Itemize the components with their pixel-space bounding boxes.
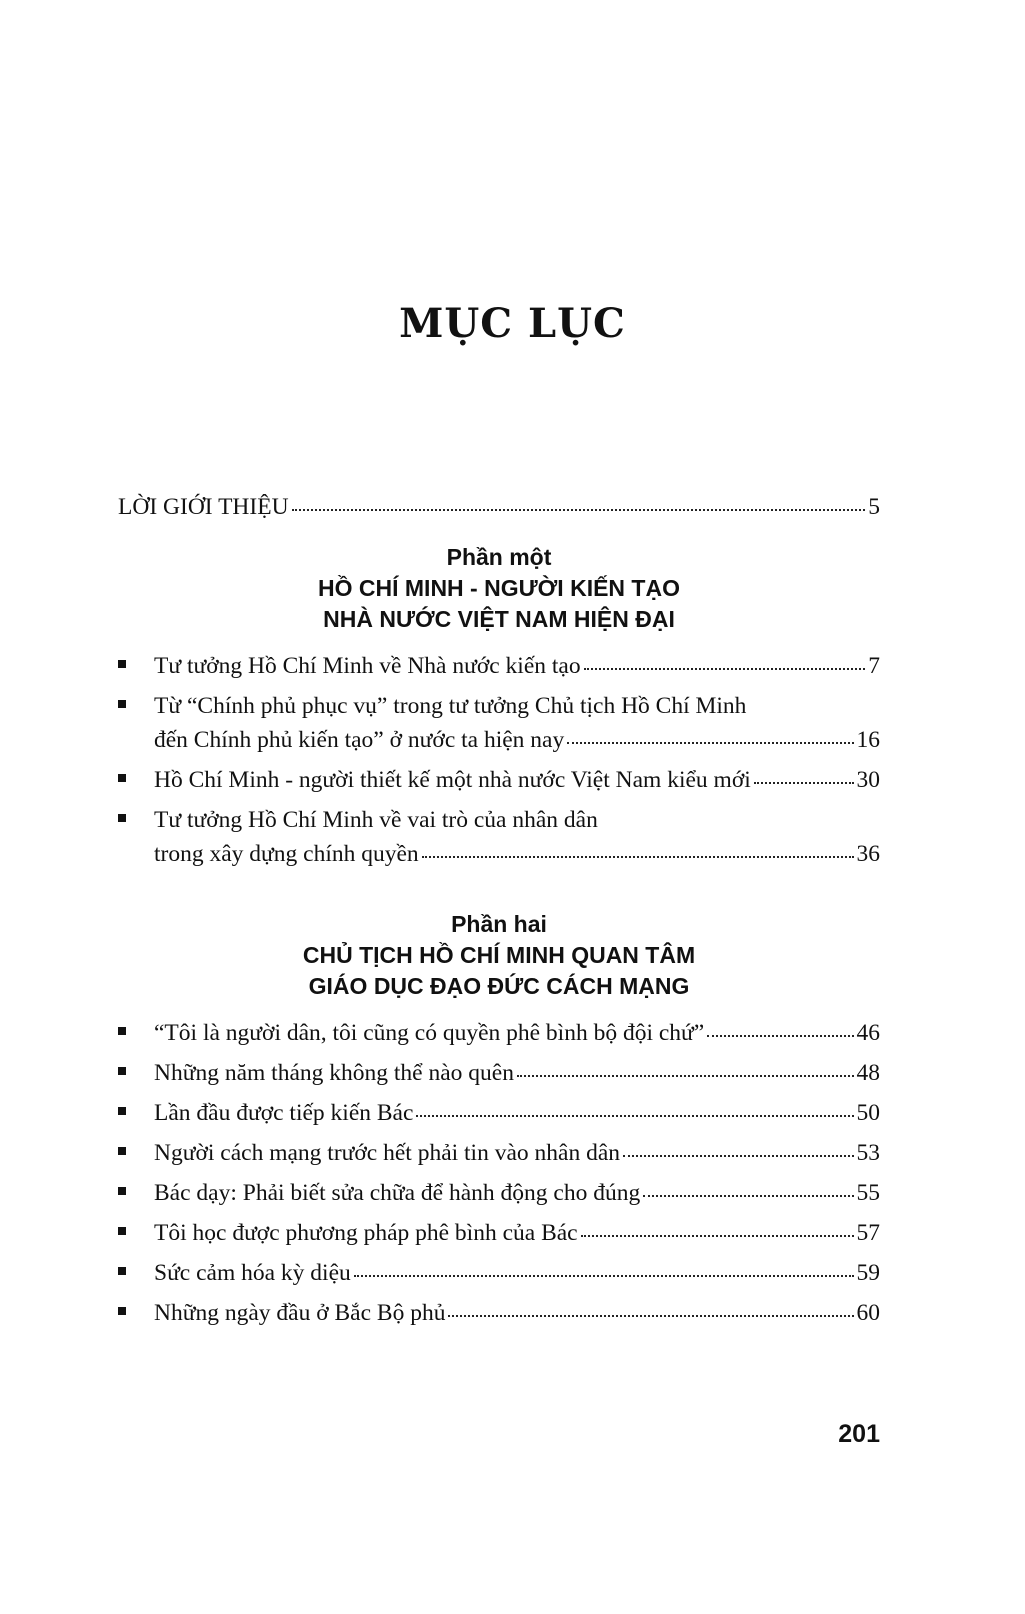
dot-leader [567, 741, 853, 744]
dot-leader [584, 667, 866, 670]
dot-leader [581, 1234, 854, 1237]
toc-entry-page: 7 [868, 653, 880, 679]
toc-entry-intro[interactable] [118, 490, 880, 524]
toc-entry[interactable] [118, 1296, 880, 1330]
toc-entry-title-line: Từ “Chính phủ phục vụ” trong tư tưởng Chủ tịch Hồ Chí Minh [154, 693, 747, 719]
toc-entry-title-line: trong xây dựng chính quyền [154, 841, 419, 867]
toc-entry-page: 16 [856, 727, 880, 753]
bullet-icon [118, 1187, 126, 1195]
toc-entry-title: Tư tưởng Hồ Chí Minh về Nhà nước kiến tạo [154, 653, 581, 679]
bullet-icon [118, 700, 126, 708]
toc-entry-page: 48 [856, 1060, 880, 1086]
toc-entry[interactable] [118, 1256, 880, 1290]
bullet-icon [118, 1227, 126, 1235]
toc-entry-title-line: Tư tưởng Hồ Chí Minh về vai trò của nhân dân [154, 807, 598, 833]
toc-entry-page: 53 [856, 1140, 880, 1166]
bullet-icon [118, 774, 126, 782]
page-number: 201 [838, 1420, 880, 1448]
dot-leader [707, 1034, 853, 1037]
toc-entry-title: Những năm tháng không thể nào quên [154, 1060, 514, 1086]
bullet-icon [118, 660, 126, 668]
part-heading-2 [118, 909, 880, 1002]
bullet-icon [118, 1147, 126, 1155]
toc-entry[interactable] [118, 649, 880, 683]
dot-leader [416, 1114, 853, 1117]
part-label: Phần một [446, 544, 552, 570]
bullet-icon [118, 1307, 126, 1315]
toc-entry[interactable] [118, 1216, 880, 1250]
toc-entry-page: 55 [856, 1180, 880, 1206]
part-title-line: GIÁO DỤC ĐẠO ĐỨC CÁCH MẠNG [308, 973, 690, 999]
toc-entry[interactable] [118, 1176, 880, 1210]
toc-entry-page: 5 [868, 494, 880, 520]
toc-entry-page: 36 [856, 841, 880, 867]
toc-entry-page: 59 [856, 1260, 880, 1286]
dot-leader [354, 1274, 854, 1277]
toc-entry-page: 30 [856, 767, 880, 793]
toc-entry-title-line: đến Chính phủ kiến tạo” ở nước ta hiện nay [154, 727, 565, 753]
toc-entry-page: 50 [856, 1100, 880, 1126]
toc-entry[interactable] [118, 763, 880, 797]
dot-leader [422, 855, 854, 858]
dot-leader [754, 781, 854, 784]
dot-leader [643, 1194, 853, 1197]
toc-entry[interactable] [118, 1136, 880, 1170]
dot-leader [448, 1314, 853, 1317]
part-title-line: NHÀ NƯỚC VIỆT NAM HIỆN ĐẠI [323, 606, 675, 632]
toc-entry-title: Những ngày đầu ở Bắc Bộ phủ [154, 1300, 446, 1326]
table-of-contents [118, 490, 880, 1336]
toc-entry-title: Hồ Chí Minh - người thiết kế một nhà nước Việt Nam kiểu mới [154, 767, 751, 793]
bullet-icon [118, 1267, 126, 1275]
toc-entry-page: 57 [856, 1220, 880, 1246]
toc-entry-title: LỜI GIỚI THIỆU [118, 494, 289, 520]
dot-leader [517, 1074, 854, 1077]
part-heading-1 [118, 542, 880, 635]
toc-entry-title: Sức cảm hóa kỳ diệu [154, 1260, 351, 1286]
dot-leader [292, 508, 866, 511]
toc-entry[interactable] [118, 1056, 880, 1090]
toc-entry-title: Người cách mạng trước hết phải tin vào nhân dân [154, 1140, 621, 1166]
toc-entry-page: 46 [856, 1020, 880, 1046]
page-title: MỤC LỤC [399, 300, 626, 347]
dot-leader [623, 1154, 853, 1157]
toc-entry[interactable] [118, 1016, 880, 1050]
bullet-icon [118, 814, 126, 822]
toc-entry-title: “Tôi là người dân, tôi cũng có quyền phê bình bộ đội chứ” [154, 1020, 705, 1046]
part-title-line: HỒ CHÍ MINH - NGƯỜI KIẾN TẠO [318, 575, 680, 601]
bullet-icon [118, 1067, 126, 1075]
toc-entry-page: 60 [856, 1300, 880, 1326]
toc-entry[interactable] [118, 689, 880, 757]
toc-entry[interactable] [118, 803, 880, 871]
toc-entry-title: Bác dạy: Phải biết sửa chữa để hành động cho đúng [154, 1180, 641, 1206]
part-title-line: CHỦ TỊCH HỒ CHÍ MINH QUAN TÂM [302, 942, 696, 968]
part-label: Phần hai [451, 911, 547, 937]
bullet-icon [118, 1107, 126, 1115]
toc-entry[interactable] [118, 1096, 880, 1130]
bullet-icon [118, 1027, 126, 1035]
toc-entry-title: Lần đầu được tiếp kiến Bác [154, 1100, 414, 1126]
toc-entry-title: Tôi học được phương pháp phê bình của Bác [154, 1220, 578, 1246]
